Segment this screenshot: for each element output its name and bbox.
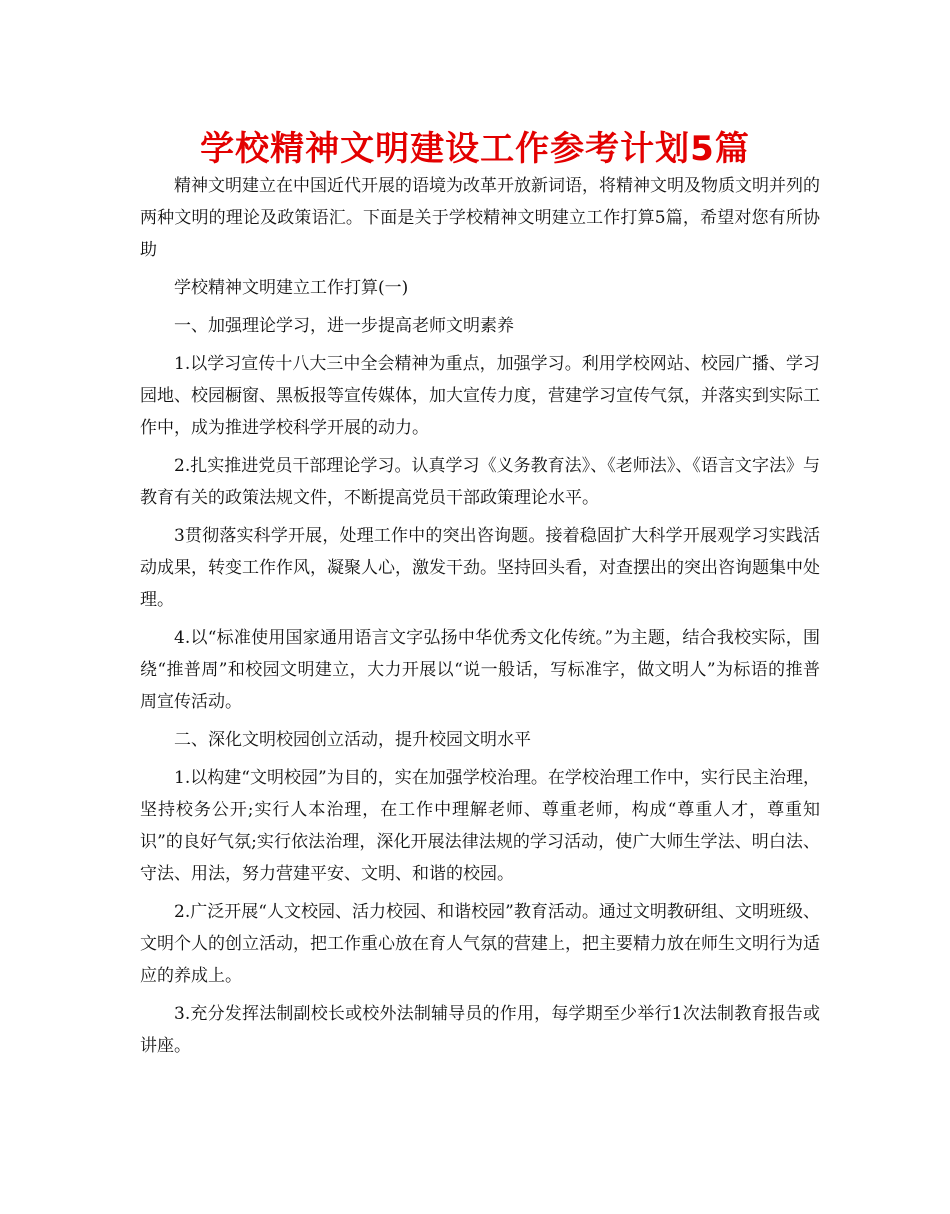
document-title: 学校精神文明建设工作参考计划5篇 — [200, 129, 750, 169]
paragraph-plan-heading: 学校精神文明建立工作打算(一) — [174, 278, 409, 298]
paragraph-item: 2.扎实推进党员干部理论学习。认真学习《义务教育法》、《老师法》、《语言文字法》与教育有关的政策法规文件，不断提高党员干部政策理论水平。 — [140, 456, 820, 508]
paragraph-item: 2.广泛开展“人文校园、活力校园、和谐校园”教育活动。通过文明教研组、文明班级、文明个人的创立活动，把工作重心放在育人气氛的营建上，把主要精力放在师生文明行为适应的养成上。 — [140, 902, 820, 986]
paragraph-item: 3贯彻落实科学开展，处理工作中的突出咨询题。接着稳固扩大科学开展观学习实践活动成果，转变工作作风，凝聚人心，激发干劲。坚持回头看，对查摆出的突出咨询题集中处理。 — [140, 526, 820, 610]
paragraph-section-2-heading: 二、深化文明校园创立活动，提升校园文明水平 — [174, 730, 531, 750]
paragraph-intro: 精神文明建立在中国近代开展的语境为改革开放新词语，将精神文明及物质文明并列的两种文明的理论及政策语汇。下面是关于学校精神文明建立工作打算5篇，希望对您有所协助 — [140, 176, 820, 260]
paragraph-item: 1.以构建“文明校园”为目的，实在加强学校治理。在学校治理工作中，实行民主治理，坚持校务公开;实行人本治理，在工作中理解老师、尊重老师，构成“尊重人才，尊重知识”的良好气氛;实行依法治理，深化开展法律法规的学习活动，使广大师生学法、明白法、守法、用法，努力营建平安、文明、和谐的校园。 — [140, 768, 820, 884]
paragraph-item: 1.以学习宣传十八大三中全会精神为重点，加强学习。利用学校网站、校园广播、学习园地、校园橱窗、黑板报等宣传媒体，加大宣传力度，营建学习宣传气氛，并落实到实际工作中，成为推进学校科学开展的动力。 — [140, 354, 820, 438]
paragraph-item: 3.充分发挥法制副校长或校外法制辅导员的作用，每学期至少举行1次法制教育报告或讲座。 — [140, 1004, 820, 1056]
paragraph-item: 4.以“标准使用国家通用语言文字弘扬中华优秀文化传统。”为主题，结合我校实际，围绕“推普周”和校园文明建立，大力开展以“说一般话，写标准字，做文明人”为标语的推普周宣传活动。 — [140, 628, 820, 712]
document-body — [140, 170, 820, 1068]
paragraph-section-1-heading: 一、加强理论学习，进一步提高老师文明素养 — [174, 316, 514, 336]
